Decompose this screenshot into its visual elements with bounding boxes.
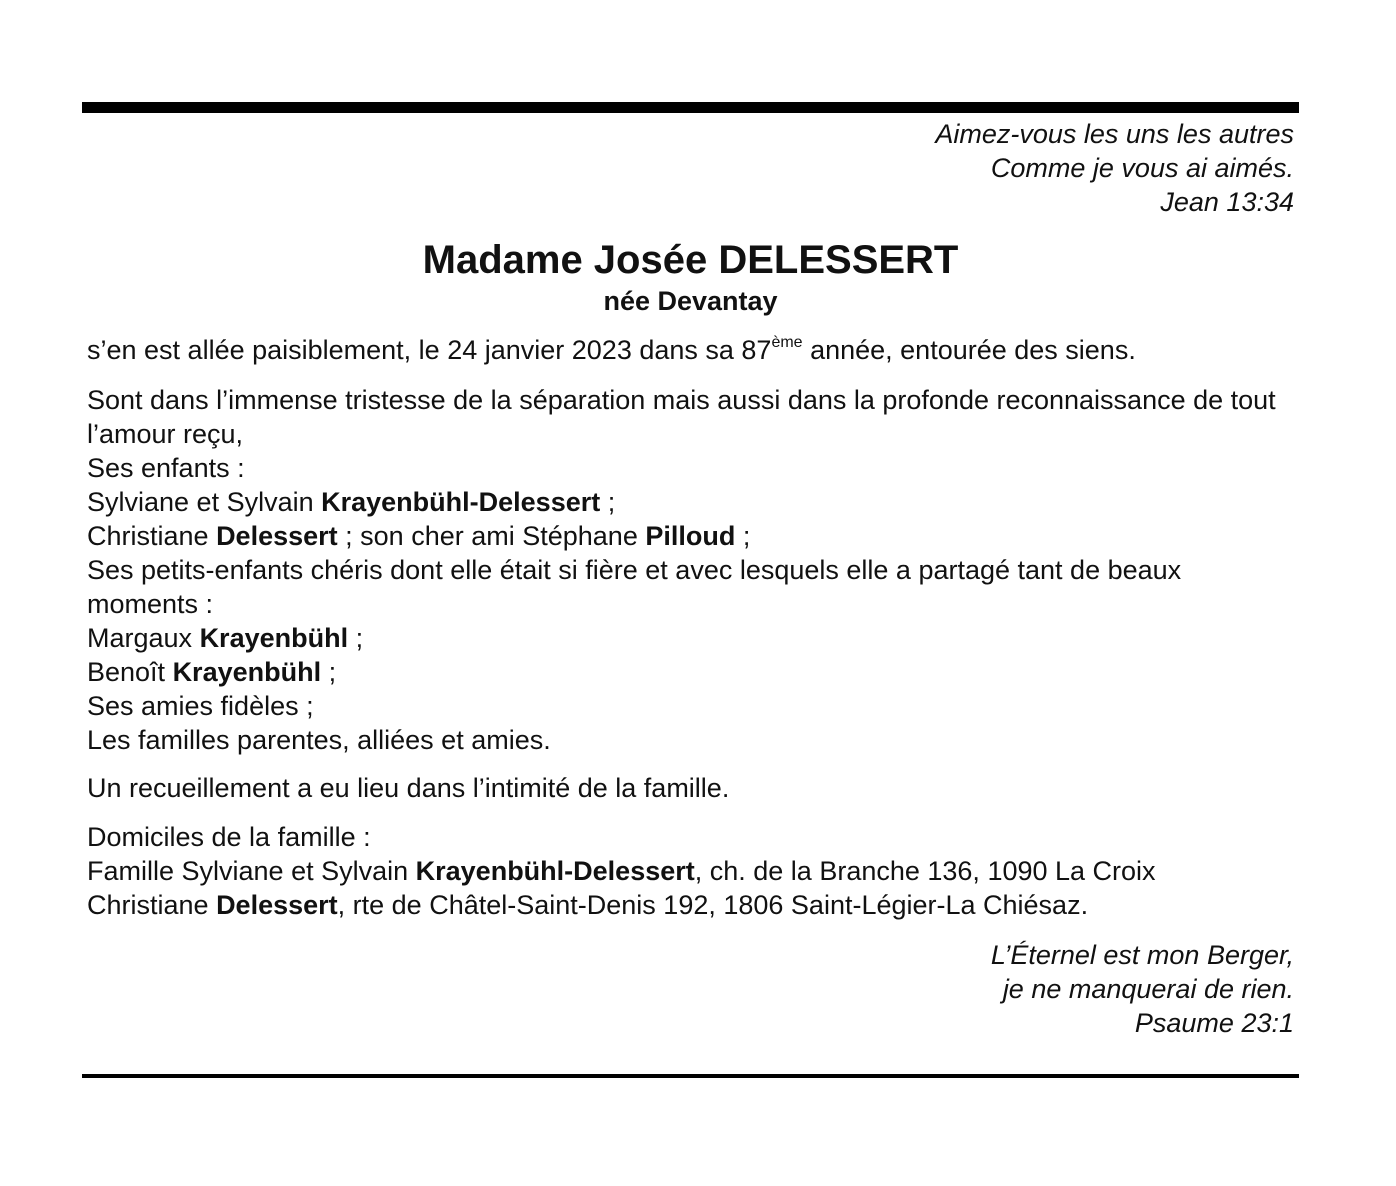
family-domiciles: [87, 820, 1299, 922]
ordinal-suffix: ème: [771, 334, 803, 351]
domicile-address-1: Famille Sylviane et Sylvain Krayenbühl-Delessert, ch. de la Branche 136, 1090 La Croix: [87, 856, 1156, 886]
deceased-name: Madame Josée DELESSERT: [422, 238, 959, 282]
closing-verse-line-1: L’Éternel est mon Berger,: [990, 940, 1294, 970]
grandchild-1: Margaux Krayenbühl ;: [87, 623, 364, 653]
maiden-name: née Devantay: [603, 286, 778, 316]
domicile-address-2: Christiane Delessert, rte de Châtel-Saint-Denis 192, 1806 Saint-Légier-La Chiésaz.: [87, 890, 1089, 920]
announcement: [87, 333, 1299, 372]
family-list: [87, 383, 1299, 757]
family-intro: Sont dans l’immense tristesse de la séparation mais aussi dans la profonde reconnaissance de tout l’amour reçu,: [87, 385, 1276, 449]
child-1: Sylviane et Sylvain Krayenbühl-Delessert ;: [87, 487, 616, 517]
child-2: Christiane Delessert ; son cher ami Stéphane Pilloud ;: [87, 521, 751, 551]
relatives-line: Les familles parentes, alliées et amies.: [87, 725, 551, 755]
opening-verse-line-1: Aimez-vous les uns les autres: [935, 119, 1294, 149]
grandchildren-heading: Ses petits-enfants chéris dont elle était si fière et avec lesquels elle a partagé tant de beaux moments :: [87, 555, 1182, 619]
announcement-text: s’en est allée paisiblement, le 24 janvier 2023 dans sa 87: [87, 335, 772, 365]
closing-verse: [991, 938, 1294, 1040]
friends-line: Ses amies fidèles ;: [87, 691, 314, 721]
grandchild-2: Benoît Krayenbühl ;: [87, 657, 337, 687]
closing-verse-reference: Psaume 23:1: [1134, 1008, 1294, 1038]
ceremony-note: [87, 771, 1299, 805]
children-heading: Ses enfants :: [87, 453, 245, 483]
domiciles-heading: Domiciles de la famille :: [87, 822, 371, 852]
closing-verse-line-2: je ne manquerai de rien.: [1002, 974, 1294, 1004]
opening-verse: [935, 117, 1294, 219]
announcement-text-end: année, entourée des siens.: [802, 335, 1136, 365]
opening-verse-reference: Jean 13:34: [1160, 187, 1294, 217]
ceremony-text: Un recueillement a eu lieu dans l’intimité de la famille.: [87, 773, 730, 803]
opening-verse-line-2: Comme je vous ai aimés.: [990, 153, 1294, 183]
top-rule: [82, 102, 1299, 113]
bottom-rule: [82, 1074, 1299, 1078]
